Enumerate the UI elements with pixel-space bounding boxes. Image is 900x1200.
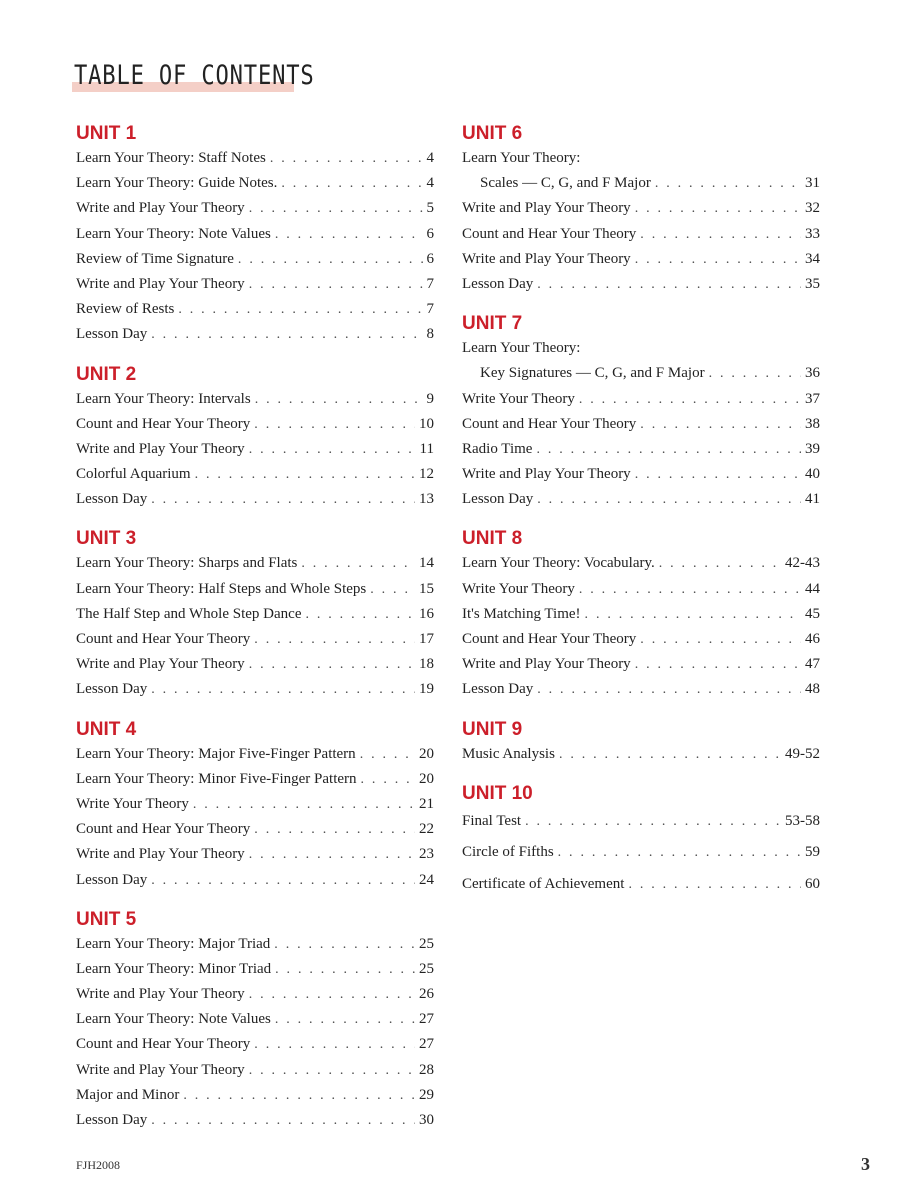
entry-page-number: 40 (805, 466, 820, 483)
entry-page-number: 17 (419, 631, 434, 647)
toc-entry[interactable] (76, 627, 434, 652)
toc-entry[interactable] (462, 869, 820, 901)
entry-title: Write and Play Your Theory (76, 986, 245, 1003)
toc-entry[interactable] (462, 602, 820, 627)
entry-title: Count and Hear Your Theory (462, 415, 637, 432)
dot-leader (585, 602, 801, 627)
right-column (462, 121, 820, 900)
unit-heading: UNIT 8 (462, 528, 523, 550)
dot-leader (635, 247, 801, 272)
entry-title: Music Analysis (462, 745, 555, 762)
toc-entry[interactable] (462, 336, 820, 361)
toc-entry[interactable] (462, 806, 820, 838)
entry-title: Write and Play Your Theory (462, 200, 631, 217)
toc-entry[interactable] (462, 146, 820, 171)
toc-entry[interactable] (462, 742, 820, 767)
dot-leader (370, 577, 415, 602)
entry-page-number: 21 (419, 795, 434, 812)
dot-leader (635, 652, 801, 677)
dot-leader (640, 627, 801, 652)
dot-leader (183, 1083, 415, 1108)
dot-leader (178, 297, 422, 322)
entry-page-number: 36 (805, 365, 820, 382)
dot-leader (254, 1032, 415, 1057)
entry-title: Learn Your Theory: Note Values (76, 1011, 271, 1028)
unit-heading: UNIT 10 (462, 782, 533, 804)
toc-entry[interactable] (76, 932, 434, 957)
entry-title: Learn Your Theory: Half Steps and Whole Steps (76, 580, 367, 597)
dot-leader (254, 817, 415, 842)
dot-leader (640, 412, 801, 437)
dot-leader (709, 361, 801, 386)
toc-entry[interactable] (76, 652, 434, 677)
toc-entry[interactable] (462, 196, 820, 221)
toc-entry[interactable] (76, 742, 434, 767)
dot-leader (249, 842, 415, 867)
entry-page-number: 44 (805, 580, 820, 597)
entry-title: Count and Hear Your Theory (462, 631, 637, 647)
entry-page-number: 38 (805, 415, 820, 432)
toc-entry[interactable] (76, 222, 434, 247)
entry-page-number: 25 (419, 960, 434, 977)
toc-entry[interactable] (462, 361, 820, 386)
dot-leader (628, 869, 801, 901)
unit-heading: UNIT 7 (462, 313, 523, 335)
entry-page-number: 22 (419, 821, 434, 838)
dot-leader (151, 677, 415, 702)
toc-entry[interactable] (462, 652, 820, 677)
entry-title: Learn Your Theory: Vocabulary. (462, 555, 655, 572)
toc-entry[interactable] (76, 247, 434, 272)
dot-leader (537, 487, 801, 512)
entry-title: Count and Hear Your Theory (76, 1036, 251, 1053)
toc-entry[interactable] (76, 817, 434, 842)
entry-title: Lesson Day (76, 491, 148, 508)
toc-entry[interactable] (76, 272, 434, 297)
toc-entry[interactable] (76, 577, 434, 602)
entry-page-number: 20 (419, 770, 434, 787)
entry-page-number: 8 (426, 326, 434, 343)
unit-heading: UNIT 3 (76, 528, 137, 550)
dot-leader (635, 462, 801, 487)
toc-entry[interactable] (76, 297, 434, 322)
entry-page-number: 27 (419, 1036, 434, 1053)
entry-title: Lesson Day (462, 275, 534, 292)
entry-page-number: 59 (805, 844, 820, 861)
toc-entry[interactable] (462, 222, 820, 247)
entry-page-number: 4 (426, 150, 434, 166)
dot-leader (193, 792, 415, 817)
dot-leader (249, 652, 415, 677)
toc-entry[interactable] (462, 272, 820, 297)
toc-entry[interactable] (462, 387, 820, 412)
entry-title: Lesson Day (462, 681, 534, 698)
entry-page-number: 11 (419, 440, 434, 457)
toc-entry[interactable] (76, 842, 434, 867)
entry-title: Lesson Day (76, 1112, 148, 1128)
dot-leader (254, 412, 415, 437)
entry-page-number: 5 (426, 200, 434, 217)
entry-page-number: 19 (419, 681, 434, 698)
left-column (76, 121, 434, 1133)
entry-title: Write and Play Your Theory (76, 440, 245, 457)
dot-leader (275, 957, 415, 982)
entry-title: Lesson Day (76, 681, 148, 698)
entry-title: Learn Your Theory: Guide Notes. (76, 175, 278, 192)
toc-entry[interactable] (76, 196, 434, 221)
dot-leader (151, 322, 422, 347)
toc-entry[interactable] (76, 1032, 434, 1057)
entry-page-number: 46 (805, 631, 820, 647)
entry-page-number: 23 (419, 846, 434, 863)
page-number: 3 (861, 1154, 870, 1174)
entry-title: Learn Your Theory: Minor Triad (76, 960, 272, 977)
entry-page-number: 24 (419, 871, 434, 888)
unit-heading: UNIT 5 (76, 908, 137, 930)
entry-page-number: 6 (426, 250, 434, 267)
entry-page-number: 37 (805, 390, 820, 407)
entry-title: Learn Your Theory: Note Values (76, 225, 271, 242)
dot-leader (558, 837, 801, 869)
entry-page-number: 30 (419, 1112, 434, 1128)
dot-leader (151, 868, 415, 893)
toc-entry[interactable] (462, 577, 820, 602)
toc-entry[interactable] (76, 551, 434, 576)
dot-leader (249, 982, 415, 1007)
entry-page-number: 45 (805, 605, 820, 622)
entry-page-number: 16 (419, 605, 434, 622)
entry-title: Write and Play Your Theory (462, 656, 631, 673)
entry-page-number: 27 (419, 1011, 434, 1028)
dot-leader (305, 602, 415, 627)
dot-leader (525, 806, 781, 838)
unit-heading: UNIT 9 (462, 718, 523, 740)
footer-code: FJH2008 (76, 1158, 121, 1172)
entry-page-number: 39 (805, 440, 820, 457)
toc-entry[interactable] (462, 551, 820, 576)
entry-title: Write Your Theory (76, 795, 189, 812)
entry-page-number: 47 (805, 656, 820, 673)
entry-page-number: 29 (419, 1086, 434, 1103)
dot-leader (360, 742, 415, 767)
entry-page-number: 49-52 (785, 745, 820, 762)
entry-title: Write Your Theory (462, 390, 575, 407)
entry-page-number: 10 (419, 415, 434, 432)
toc-entry[interactable] (76, 602, 434, 627)
dot-leader (195, 462, 415, 487)
dot-leader (281, 171, 422, 196)
entry-page-number: 42-43 (785, 555, 820, 572)
entry-page-number: 9 (426, 390, 434, 407)
entry-page-number: 6 (426, 225, 434, 242)
entry-title: Learn Your Theory: Minor Five-Finger Pattern (76, 770, 357, 787)
entry-page-number: 41 (805, 491, 820, 508)
entry-page-number: 31 (805, 175, 820, 192)
toc-entry[interactable] (76, 982, 434, 1007)
unit-heading: UNIT 4 (76, 718, 137, 740)
dot-leader (238, 247, 423, 272)
toc-entry[interactable] (76, 957, 434, 982)
entry-title: Learn Your Theory: Major Five-Finger Pattern (76, 745, 356, 762)
entry-page-number: 48 (805, 681, 820, 698)
toc-entry[interactable] (76, 792, 434, 817)
entry-title: Write and Play Your Theory (76, 275, 245, 292)
entry-title: Learn Your Theory: Sharps and Flats (76, 555, 298, 572)
entry-title: It's Matching Time! (462, 605, 581, 622)
entry-page-number: 32 (805, 200, 820, 217)
entry-title: Write and Play Your Theory (76, 200, 245, 217)
dot-leader (249, 196, 423, 221)
toc-entry[interactable] (76, 322, 434, 347)
toc-entry[interactable] (76, 677, 434, 702)
unit-heading: UNIT 1 (76, 123, 137, 144)
toc-entry[interactable] (76, 1108, 434, 1133)
dot-leader (275, 222, 423, 247)
entry-title: Final Test (462, 812, 522, 829)
entry-page-number: 18 (419, 656, 434, 673)
entry-title: Write and Play Your Theory (76, 846, 245, 863)
dot-leader (537, 272, 801, 297)
entry-title: Lesson Day (76, 326, 148, 343)
toc-entry[interactable] (462, 837, 820, 869)
entry-page-number: 28 (419, 1061, 434, 1078)
toc-entry[interactable] (462, 437, 820, 462)
entry-page-number: 7 (426, 301, 434, 318)
entry-title: Count and Hear Your Theory (462, 225, 637, 242)
dot-leader (270, 146, 423, 171)
entry-page-number: 14 (419, 555, 434, 572)
entry-page-number: 34 (805, 250, 820, 267)
entry-title: Write and Play Your Theory (462, 250, 631, 267)
toc-entry[interactable] (462, 487, 820, 512)
entry-title: Write and Play Your Theory (76, 1061, 245, 1078)
dot-leader (640, 222, 801, 247)
entry-page-number: 60 (805, 875, 820, 892)
entry-title: Major and Minor (76, 1086, 180, 1103)
entry-title: Learn Your Theory: Major Triad (76, 935, 271, 952)
entry-page-number: 20 (419, 745, 434, 762)
entry-page-number: 26 (419, 986, 434, 1003)
dot-leader (635, 196, 801, 221)
toc-entry[interactable] (76, 146, 434, 171)
entry-title: Circle of Fifths (462, 844, 554, 861)
dot-leader (559, 742, 781, 767)
entry-title: Colorful Aquarium (76, 466, 191, 483)
entry-title: Write and Play Your Theory (462, 466, 631, 483)
toc-entry[interactable] (76, 462, 434, 487)
dot-leader (655, 171, 801, 196)
entry-title: Write Your Theory (462, 580, 575, 597)
toc-entry[interactable] (76, 1083, 434, 1108)
entry-title: Lesson Day (462, 491, 534, 508)
toc-entry[interactable] (462, 462, 820, 487)
dot-leader (537, 677, 801, 702)
dot-leader (361, 767, 415, 792)
dot-leader (274, 932, 415, 957)
dot-leader (254, 627, 415, 652)
toc-entry[interactable] (76, 1058, 434, 1083)
toc-entry[interactable] (76, 387, 434, 412)
dot-leader (579, 387, 801, 412)
dot-leader (151, 487, 415, 512)
toc-entry[interactable] (76, 412, 434, 437)
dot-leader (275, 1007, 415, 1032)
toc-entry[interactable] (462, 247, 820, 272)
toc-entry[interactable] (76, 487, 434, 512)
entry-page-number: 4 (426, 175, 434, 192)
dot-leader (249, 1058, 415, 1083)
unit-heading: UNIT 2 (76, 363, 137, 385)
entry-title: Review of Rests (76, 301, 175, 318)
dot-leader (249, 272, 423, 297)
entry-page-number: 7 (426, 275, 434, 292)
entry-title: Key Signatures — C, G, and F Major (480, 365, 705, 382)
entry-title: Write and Play Your Theory (76, 656, 245, 673)
entry-page-number: 13 (419, 491, 434, 508)
entry-title: Learn Your Theory: (462, 150, 581, 166)
entry-page-number: 12 (419, 466, 434, 483)
entry-title: The Half Step and Whole Step Dance (76, 605, 302, 622)
toc-entry[interactable] (462, 171, 820, 196)
entry-page-number: 25 (419, 935, 434, 952)
dot-leader (301, 551, 415, 576)
dot-leader (255, 387, 423, 412)
toc-entry[interactable] (76, 767, 434, 792)
entry-title: Count and Hear Your Theory (76, 821, 251, 838)
entry-title: Learn Your Theory: Intervals (76, 390, 251, 407)
toc-entry[interactable] (76, 1007, 434, 1032)
entry-title: Count and Hear Your Theory (76, 631, 251, 647)
toc-entry[interactable] (462, 412, 820, 437)
dot-leader (659, 551, 781, 576)
entry-title: Review of Time Signature (76, 250, 234, 267)
dot-leader (579, 577, 801, 602)
toc-entry[interactable] (462, 677, 820, 702)
toc-entry[interactable] (462, 627, 820, 652)
entry-title: Scales — C, G, and F Major (480, 175, 651, 192)
dot-leader (536, 437, 801, 462)
dot-leader (249, 437, 416, 462)
entry-page-number: 33 (805, 225, 820, 242)
toc-entry[interactable] (76, 171, 434, 196)
toc-entry[interactable] (76, 868, 434, 893)
dot-leader (151, 1108, 415, 1133)
toc-entry[interactable] (76, 437, 434, 462)
entry-page-number: 53-58 (785, 812, 820, 829)
entry-page-number: 35 (805, 275, 820, 292)
entry-title: Learn Your Theory: (462, 340, 581, 357)
unit-heading: UNIT 6 (462, 123, 523, 144)
entry-title: Count and Hear Your Theory (76, 415, 251, 432)
entry-page-number: 15 (419, 580, 434, 597)
entry-title: Lesson Day (76, 871, 148, 888)
page-title: TABLE OF CONTENTS (74, 60, 315, 91)
entry-title: Radio Time (462, 440, 533, 457)
entry-title: Certificate of Achievement (462, 875, 625, 892)
entry-title: Learn Your Theory: Staff Notes (76, 150, 266, 166)
